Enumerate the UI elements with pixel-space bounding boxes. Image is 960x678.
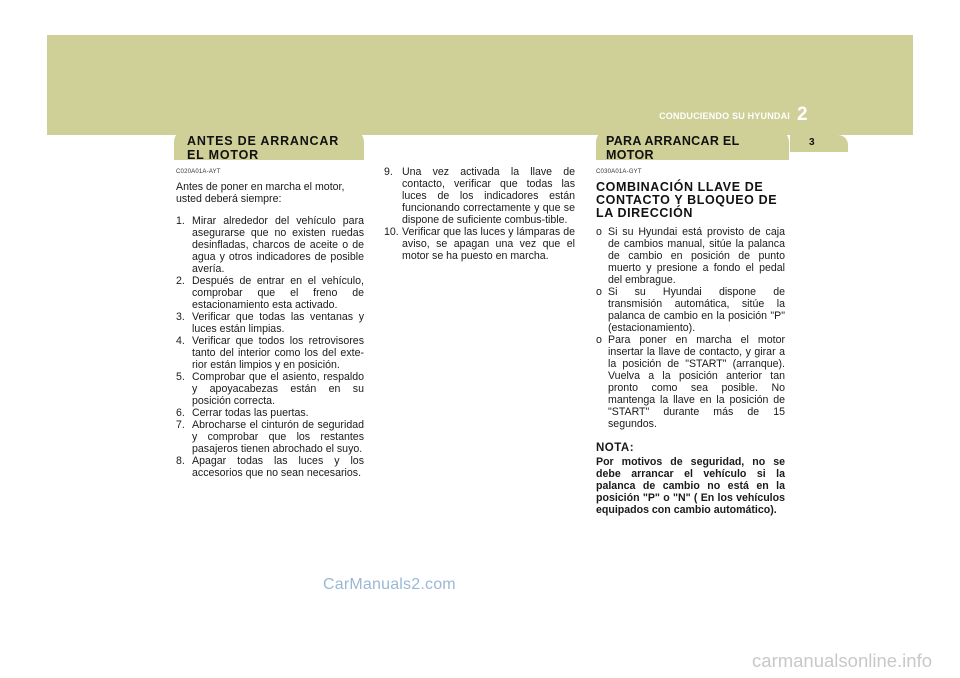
bullet-marker: o	[596, 334, 602, 346]
item-text: Mirar alrededor del vehículo para asegurarse que no existen ruedas desinfladas, charcos de aceite o de agua y otros indicadores de posible avería.	[192, 215, 364, 275]
note-text: Por motivos de seguridad, no se debe arrancar el vehículo si la palanca de cambio no está en la posición "P" o "N" ( En los vehículos equipados con cambio automático).	[596, 456, 785, 516]
subsection-heading: COMBINACIÓN LLAVE DE CONTACTO Y BLOQUEO DE LA DIRECCIÓN	[596, 180, 778, 220]
item-number: 9.	[384, 166, 393, 178]
item-number: 7.	[176, 419, 185, 431]
page-number-box	[790, 135, 848, 152]
footer-watermark: carmanualsonline.info	[752, 650, 932, 671]
watermark-link[interactable]: CarManuals2.com	[323, 576, 456, 593]
item-text: Comprobar que el asiento, respaldo y apoyacabezas están en su posición correcta.	[192, 371, 364, 407]
list-item	[596, 226, 785, 286]
item-number: 4.	[176, 335, 185, 347]
section-label: CONDUCIENDO SU HYUNDAI	[659, 111, 790, 121]
item-text: Verificar que las luces y lámparas de aviso, se apagan una vez que el motor se ha puesto en marcha.	[402, 226, 575, 262]
item-number: 6.	[176, 407, 185, 419]
list-item	[176, 215, 364, 275]
section-title-right: PARA ARRANCAR EL MOTOR	[606, 134, 740, 162]
item-number: 5.	[176, 371, 185, 383]
list-item	[596, 286, 785, 334]
list-item	[384, 226, 575, 262]
item-text: Una vez activada la llave de contacto, verificar que todas las luces de los indicadores están funcionando correctamente y que se dispone de suficiente combus-tible.	[402, 166, 575, 226]
page-number: 3	[809, 137, 815, 148]
item-number: 3.	[176, 311, 185, 323]
note-title: NOTA:	[596, 442, 635, 454]
intro-paragraph: Antes de poner en marcha el motor, usted deberá siempre:	[176, 181, 345, 205]
item-text: Si su Hyundai dispone de transmisión automática, sitúe la palanca de cambio en la posición "P" (estacionamiento).	[608, 286, 785, 334]
chapter-number: 2	[797, 104, 808, 125]
item-number: 1.	[176, 215, 185, 227]
item-text: Después de entrar en el vehículo, comprobar que el freno de estacionamiento esta activado.	[192, 275, 364, 311]
list-item	[176, 407, 364, 419]
checklist	[176, 215, 364, 479]
list-item	[176, 311, 364, 335]
item-text: Verificar que todas las ventanas y luces están limpias.	[192, 311, 364, 335]
list-item	[176, 455, 364, 479]
item-text: Abrocharse el cinturón de seguridad y comprobar que los restantes pasajeros tienen abrochado el suyo.	[192, 419, 364, 455]
list-item	[596, 334, 785, 430]
item-text: Apagar todas las luces y los accesorios que no sean necesarios.	[192, 455, 364, 479]
column-left	[176, 166, 364, 479]
checklist-continued	[384, 166, 575, 262]
list-item	[176, 335, 364, 371]
reference-code: C020A01A-AYT	[176, 169, 221, 175]
bullet-list	[596, 226, 785, 430]
item-text: Verificar que todos los retrovisores tanto del interior como los del exte-rior están limpios y en posición.	[192, 335, 364, 371]
item-number: 8.	[176, 455, 185, 467]
bullet-marker: o	[596, 226, 602, 238]
column-middle	[384, 166, 575, 262]
item-number: 10.	[384, 226, 399, 238]
item-text: Cerrar todas las puertas.	[192, 407, 309, 419]
list-item	[176, 275, 364, 311]
section-tab-right	[596, 130, 789, 160]
reference-code: C030A01A-GYT	[596, 169, 642, 175]
item-number: 2.	[176, 275, 185, 287]
section-tab-left	[174, 130, 364, 160]
section-title-left: ANTES DE ARRANCAR EL MOTOR	[187, 134, 340, 162]
list-item	[176, 419, 364, 455]
item-text: Si su Hyundai está provisto de caja de cambios manual, sitúe la palanca de cambio en posición de punto muerto y presione a fondo el pedal del embrague.	[608, 226, 785, 286]
list-item	[176, 371, 364, 407]
item-text: Para poner en marcha el motor insertar la llave de contacto, y girar a la posición de "START" (arranque). Vuelva a la posición anterior tan pronto como sea posible. No mantenga la llave en la posición de "START" durante más de 15 segundos.	[608, 334, 785, 430]
list-item	[384, 166, 575, 226]
bullet-marker: o	[596, 286, 602, 298]
column-right	[596, 166, 785, 516]
